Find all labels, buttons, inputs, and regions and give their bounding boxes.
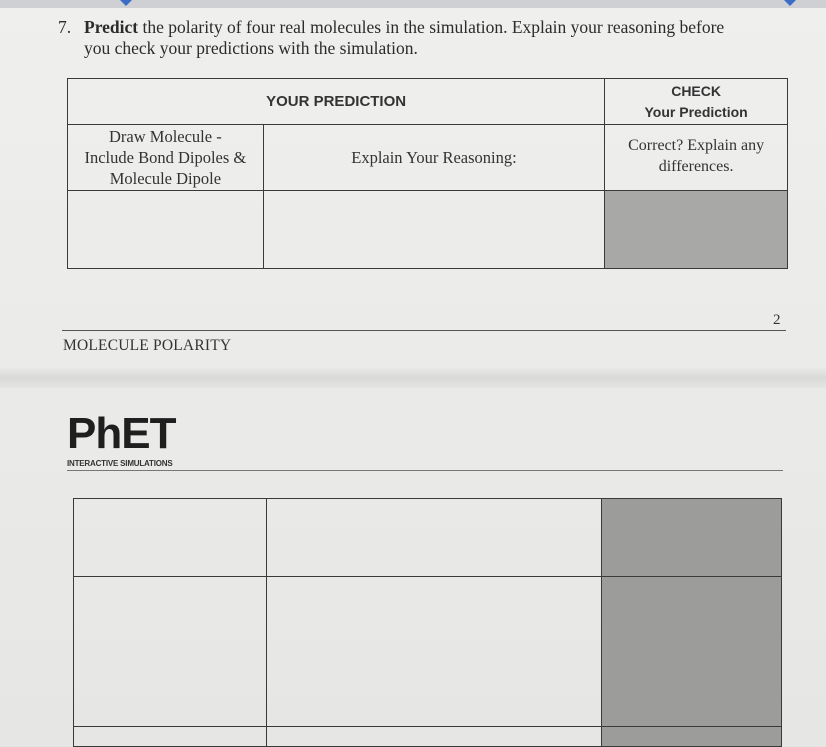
answer-cell-explain[interactable] xyxy=(263,191,604,269)
sheet-separator xyxy=(0,368,826,388)
footer-rule xyxy=(62,330,786,331)
col-correct xyxy=(605,125,788,191)
col-explain-reasoning: Explain Your Reasoning: xyxy=(263,125,604,191)
answer-cell-check[interactable] xyxy=(605,191,788,269)
marker-icon-right xyxy=(784,0,796,6)
col-draw-line3: Molecule Dipole xyxy=(109,169,222,188)
answer-cell-explain[interactable] xyxy=(266,727,602,747)
answer-cell-draw[interactable] xyxy=(68,191,264,269)
question-number: 7. xyxy=(58,17,72,37)
top-strip xyxy=(0,0,826,8)
marker-icon-left xyxy=(120,0,132,6)
header-check-line2: Your Prediction xyxy=(644,103,748,120)
col-draw-line2: Include Bond Dipoles & xyxy=(84,148,247,167)
answer-cell-draw[interactable] xyxy=(74,499,267,577)
header-your-prediction: YOUR PREDICTION xyxy=(68,79,605,125)
header-check-line1: CHECK xyxy=(671,82,721,99)
footer-label: MOLECULE POLARITY xyxy=(63,337,232,354)
col-draw-molecule xyxy=(68,125,264,191)
answer-cell-check[interactable] xyxy=(602,499,782,577)
page-number: 2 xyxy=(773,312,781,328)
phet-logo-word: PhET xyxy=(67,409,176,458)
answer-cell-explain[interactable] xyxy=(266,499,602,577)
question-line2: you check your predictions with the simulation. xyxy=(84,38,418,58)
answer-cell-check[interactable] xyxy=(602,577,782,727)
question-line1: the polarity of four real molecules in the simulation. Explain your reasoning before xyxy=(138,17,725,37)
phet-logo xyxy=(67,409,176,468)
question-bold-word: Predict xyxy=(84,17,139,37)
answer-cell-draw[interactable] xyxy=(74,577,267,727)
header-check xyxy=(605,79,788,125)
answer-cell-draw[interactable] xyxy=(74,727,267,747)
phet-logo-tagline: INTERACTIVE SIMULATIONS xyxy=(67,459,173,468)
answer-table-page3 xyxy=(73,498,782,747)
answer-cell-explain[interactable] xyxy=(266,577,602,727)
col-correct-line2: differences. xyxy=(658,158,734,175)
prediction-table xyxy=(67,78,788,269)
col-draw-line1: Draw Molecule - xyxy=(109,127,222,146)
header-rule xyxy=(67,470,783,471)
answer-cell-check[interactable] xyxy=(602,727,782,747)
question-7 xyxy=(58,17,788,59)
col-correct-line1: Correct? Explain any xyxy=(628,137,765,154)
